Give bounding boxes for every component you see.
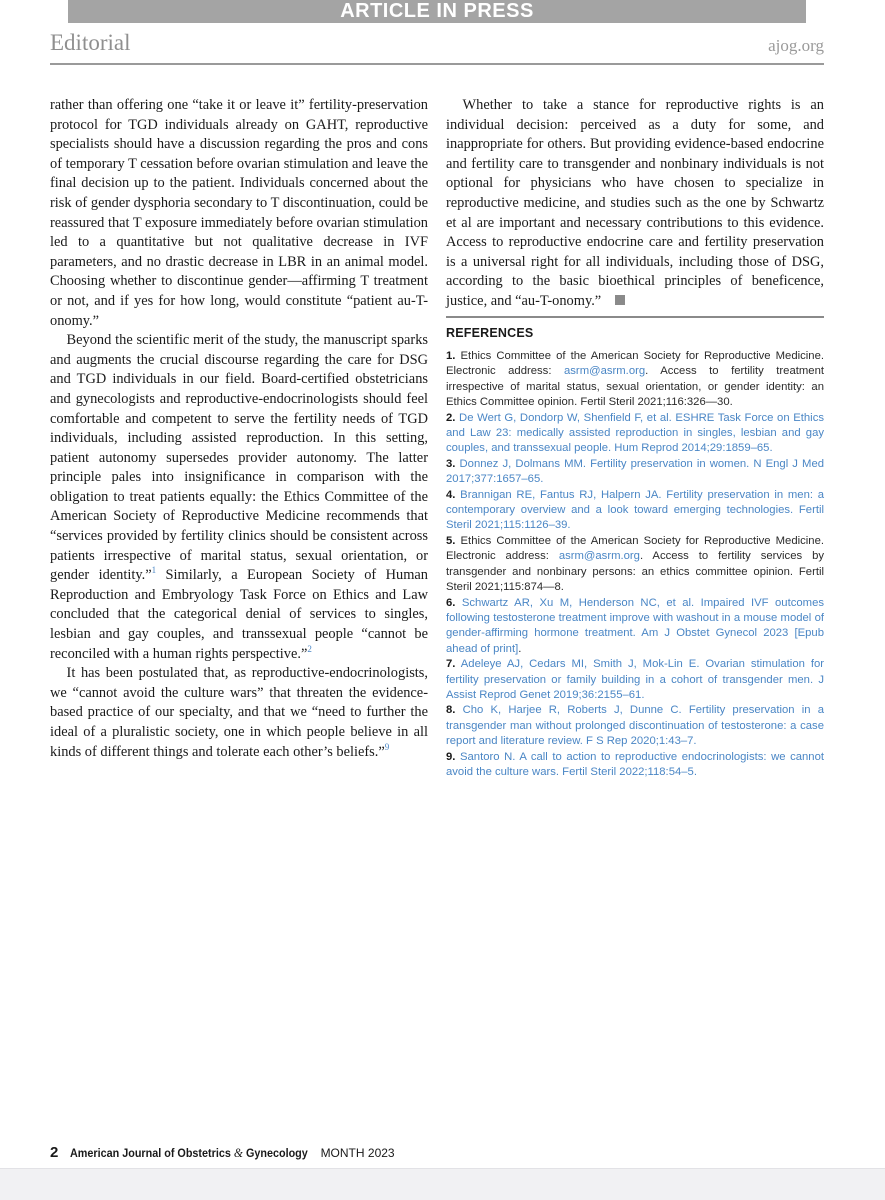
reference-text: Ethics Committee of the American Society for Reproductive Medicine. Electronic address: [446, 350, 824, 378]
paragraph-text: It has been postulated that, as reproductive-endocrinologists, we “cannot avoid the culture wars” that threaten the evidence-based practice of our specialty, and that we “need to further the ideal of a pluralistic society, one in which people believe in all kinds of different things and tolerate each other’s beliefs.” [50, 665, 428, 760]
reference-link[interactable]: Cho K, Harjee R, Roberts J, Dunne C. Fertility preservation in a transgender man without prolonged discontinuation of testosterone: a case report and literature review. F S Rep 2020;1:43–7. [446, 704, 824, 748]
reference-text: . [518, 642, 522, 655]
reference-number: 6. [446, 596, 456, 609]
reference-number: 8. [446, 704, 456, 717]
reference-number: 2. [446, 411, 456, 424]
page-footer [50, 1144, 395, 1162]
reference-item [446, 534, 824, 596]
paragraph-text: rather than offering one “take it or leave it” fertility-preservation protocol for TGD individuals already on GAHT, reproductive specialists should have a discussion regarding the pros and cons of temporary T cessation before ovarian stimulation and leave the final decision up to the patient. Individuals concerned about the risk of gender dysphoria secondary to T discontinuation, could be reassured that T exposure immediately before ovarian stimulation led to a quantitative but not qualitative decrease in IVF parameters, and no drastic decrease in LBR in an animal model. Choosing whether to discontinue gender—affirming T treatment or not, and if yes for how long, would constitute “patient au-T-onomy.” [50, 97, 428, 329]
reference-link[interactable]: Adeleye AJ, Cedars MI, Smith J, Mok-Lin E. Ovarian stimulation for fertility preservation or family building in a cohort of transgender men. J Assist Reprod Genet 2019;36:2155–61. [446, 658, 824, 701]
reference-link[interactable]: Santoro N. A call to action to reproductive endocrinologists: we cannot avoid the culture wars. Fertil Steril 2022;118:54–5. [446, 750, 824, 778]
reference-text: . Access to fertility services by transgender and nonbinary persons: an ethics committee opinion. Fertil Steril 2021;115:874—8. [446, 550, 824, 594]
article-in-press-banner: ARTICLE IN PRESS [68, 0, 806, 23]
reference-item [446, 657, 824, 703]
reference-link[interactable]: De Wert G, Dondorp W, Shenfield F, et al. ESHRE Task Force on Ethics and Law 23: medically assisted reproduction in singles, lesbian and gay couples, and transsexual people. Hum Reprod 2014;29:1859–65. [446, 411, 824, 455]
reference-number: 7. [446, 658, 456, 671]
reference-item [446, 750, 824, 781]
reference-text: Ethics Committee of the American Society for Reproductive Medicine. Electronic address: [446, 534, 824, 563]
paragraph-text: Whether to take a stance for reproductive rights is an individual decision: perceived as a duty for some, and inappropriate for others. But providing evidence-based endocrine and fertility care to transgender and nonbinary individuals is not optional for physicians who have chosen to specialize in reproductive medicine, and studies such as the one by Schwartz et al are important and necessary contributions to this evidence. Access to reproductive endocrine care and fertility preservation is a universal right for all individuals, including those of DSG, according to the basic bioethical principles of beneficence, justice, and “au-T-onomy.” [446, 97, 824, 309]
left-column-paragraph [50, 96, 428, 331]
issue-date: MONTH 2023 [320, 1146, 395, 1160]
reference-number: 1. [446, 350, 456, 362]
reference-item [446, 349, 824, 411]
reference-number: 3. [446, 457, 456, 470]
citation-link[interactable]: 1 [151, 565, 157, 576]
reference-number: 5. [446, 534, 456, 547]
paragraph-text: Beyond the scientific merit of the study, the manuscript sparks and augments the crucial discourse regarding the care for DSG and TGD individuals in our field. Board-certified obstetricians and gynecologists and reproductive-endocrinologists should feel comfortable and competent to serve the fertility needs of TGD individuals, including assisted reproduction. In this setting, patient autonomy supersedes provider autonomy. The latter principle pales into insignificance in comparison with the obligation to treat patients equally: the Ethics Committee of the American Society of Reproductive Medicine recommends that “services provided by fertility clinics should be consistent across patients irrespective of marital status, sexual orientation, or gender identity.” [50, 332, 428, 584]
citation-link[interactable]: 9 [384, 741, 390, 752]
reference-number: 4. [446, 488, 456, 501]
reference-item [446, 488, 824, 534]
references-heading: REFERENCES [446, 326, 534, 340]
reference-text: . Access to fertility treatment irrespective of marital status, sexual orientation, or gender identity: an Ethics Committee opinion. Fertil Steril 2021;116:326—30. [446, 365, 824, 409]
left-column-paragraph [50, 664, 428, 762]
reference-link[interactable]: Donnez J, Dolmans MM. Fertility preservation in women. N Engl J Med 2017;377:1657–65. [446, 457, 825, 486]
reference-link[interactable]: Schwartz AR, Xu M, Henderson NC, et al. Impaired IVF outcomes following testosterone treatment improve with washout in a mouse model of gender-affirming hormone treatment. Am J Obstet Gynecol 2023 [Epub ahead of print] [446, 596, 824, 655]
citation-link[interactable]: 2 [307, 643, 312, 654]
reference-link[interactable]: asrm@asrm.org [558, 550, 640, 563]
left-column-paragraph [50, 331, 428, 664]
viewer-bottom-strip [0, 1168, 885, 1200]
right-column-body [446, 96, 824, 312]
reference-item [446, 457, 824, 488]
references-divider [446, 316, 824, 318]
right-column-paragraph [446, 96, 824, 312]
page-number: 2 [50, 1144, 59, 1161]
reference-item [446, 703, 824, 749]
journal-site-link[interactable]: ajog.org [768, 36, 824, 55]
paragraph-text: Similarly, a European Society of Human Reproduction and Embryology Task Force on Ethics and Law concluded that the categorical denial of services to singles, lesbian and gay couples, and transsexual people “cannot be reconciled with a human rights perspective.” [50, 567, 428, 662]
section-title: Editorial [50, 30, 131, 55]
reference-item [446, 411, 824, 457]
references-list [446, 349, 824, 780]
left-column-body [50, 96, 428, 762]
journal-name: American Journal of Obstetrics & Gynecology [70, 1145, 309, 1160]
reference-item [446, 596, 824, 658]
reference-number: 9. [446, 750, 456, 763]
end-of-article-square-icon [615, 295, 625, 305]
header-divider [50, 63, 824, 65]
reference-link[interactable]: asrm@asrm.org [564, 365, 646, 378]
reference-link[interactable]: Brannigan RE, Fantus RJ, Halpern JA. Fertility preservation in men: a contemporary overview and a look toward emerging technologies. Fertil Steril 2021;115:1126–39. [446, 488, 825, 532]
